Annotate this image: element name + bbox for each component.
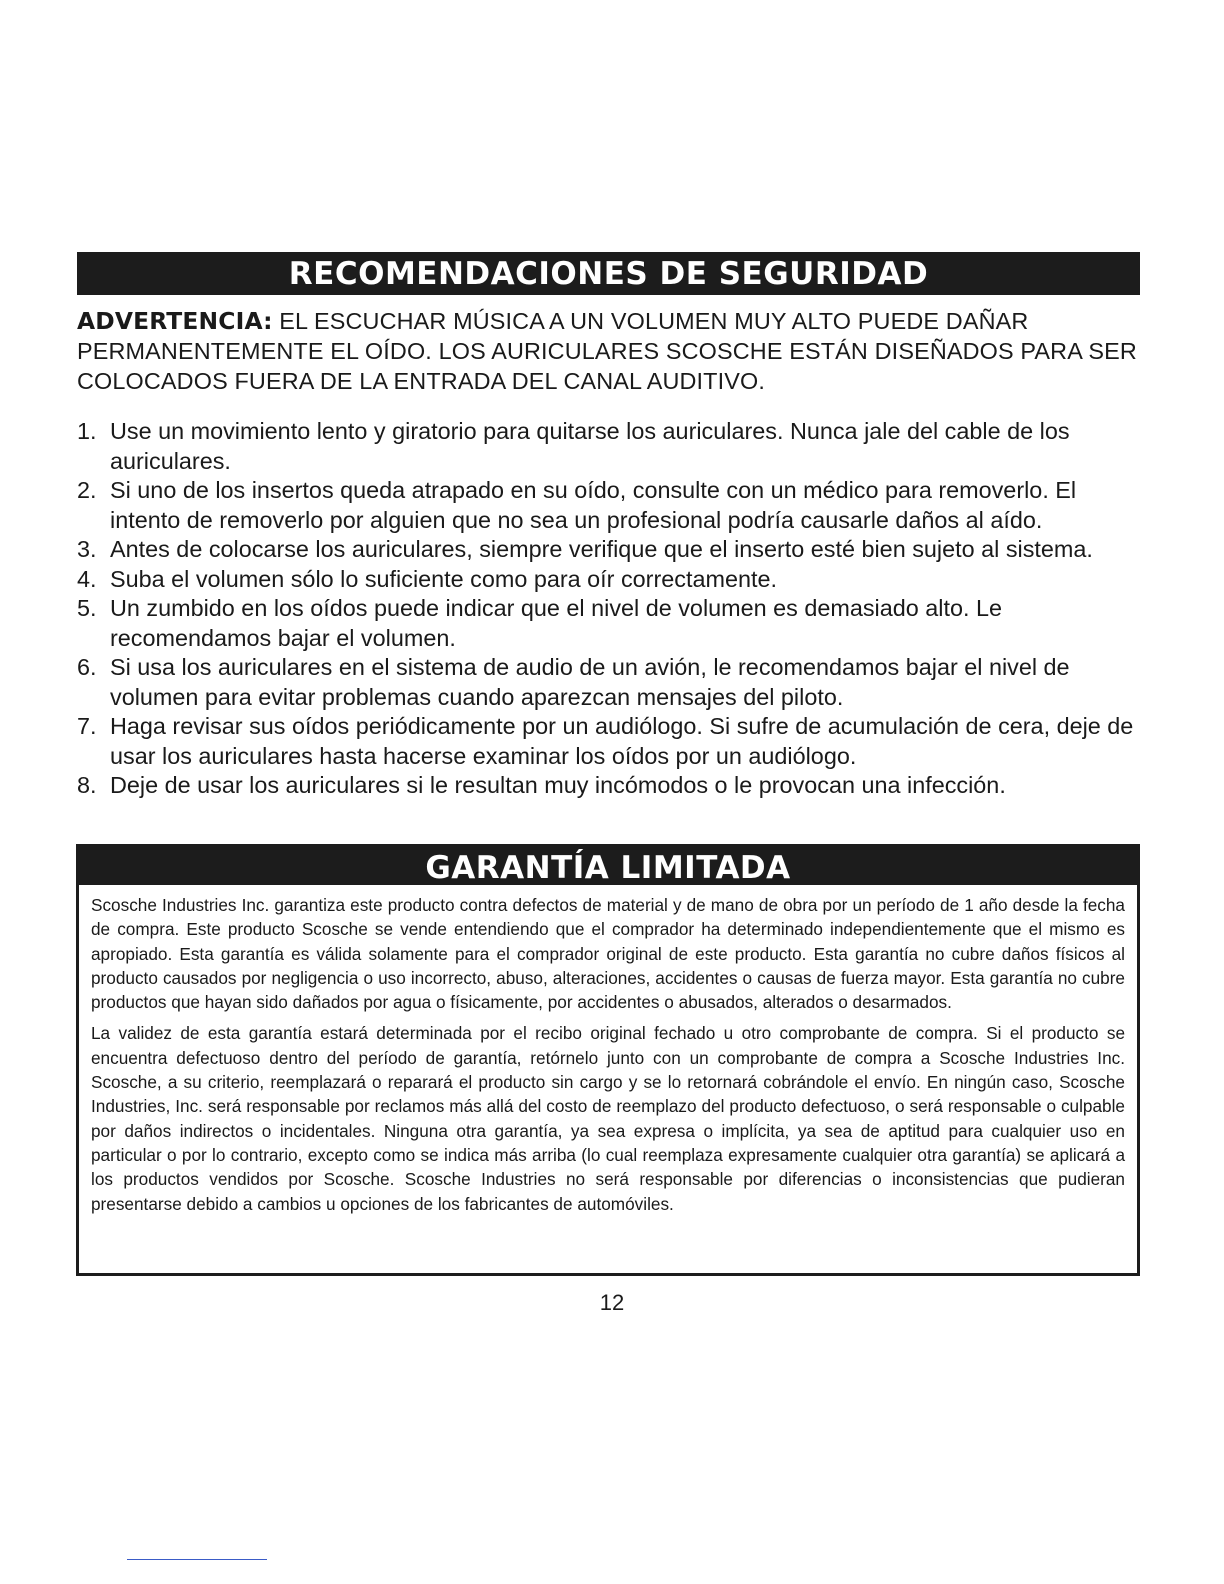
step-number: 2. xyxy=(77,477,97,503)
warning-text: EL ESCUCHAR MÚSICA A UN VOLUMEN MUY ALTO PUEDE DAÑAR PERMANENTEMENTE EL OÍDO. LOS AURICULARES SCOSCHE ESTÁN DISEÑADOS PARA SER COLOCADOS FUERA DE LA ENTRADA DEL CANAL AUDITIVO. xyxy=(77,308,1137,394)
step-number: 5. xyxy=(77,595,97,621)
safety-steps-list xyxy=(77,417,1147,801)
step-text: Haga revisar sus oídos periódicamente por un audiólogo. Si sufre de acumulación de cera, deje de usar los auriculares hasta hacerse examinar los oídos por un audiólogo. xyxy=(110,713,1134,769)
step-text: Antes de colocarse los auriculares, siempre verifique que el inserto esté bien sujeto al sistema. xyxy=(110,536,1093,562)
step-number: 4. xyxy=(77,565,97,592)
step-text: Use un movimiento lento y giratorio para quitarse los auriculares. Nunca jale del cable de los auriculares. xyxy=(110,418,1070,474)
safety-step-2 xyxy=(77,476,1147,535)
safety-step-3 xyxy=(77,535,1147,565)
step-number: 3. xyxy=(77,536,97,562)
safety-step-5 xyxy=(77,594,1147,653)
step-text: Si usa los auriculares en el sistema de audio de un avión, le recomendamos bajar el nivel de volumen para evitar problemas cuando aparezcan mensajes del piloto. xyxy=(110,654,1070,710)
safety-step-8 xyxy=(77,771,1147,801)
step-number: 6. xyxy=(77,654,97,680)
step-text: Suba el volumen sólo lo suficiente como para oír correctamente. xyxy=(110,565,777,592)
step-text: Un zumbido en los oídos puede indicar que el nivel de volumen es demasiado alto. Le recomendamos bajar el volumen. xyxy=(110,595,1003,651)
step-number: 8. xyxy=(77,772,97,798)
warranty-paragraph-2: La validez de esta garantía estará determinada por el recibo original fechado u otro comprobante de compra. Si el producto se encuentra defectuoso dentro del período de garantía, retórnelo junto con un comprobante de compra a Scosche Industries Inc. Scosche, a su criterio, reemplazará o reparará el producto sin cargo y se lo retornará cobrándole el envío. En ningún caso, Scosche Industries, Inc. será responsable por reclamos más allá del costo de reemplazo del producto defectuoso, o será responsable o culpable por daños indirectos o incidentales. Ninguna otra garantía, ya sea expresa o implícita, ya sea de aptitud para cualquier uso en particular o por lo contrario, excepto como se indica más arriba (lo cual reemplaza expresamente cualquier otra garantía) se aplicará a los productos vendidos por Scosche. Scosche Industries no será responsable por diferencias o inconsistencias que pudieran presentarse debido a cambios u opciones de los fabricantes de automóviles. xyxy=(91,1023,1125,1214)
warranty-body xyxy=(91,893,1125,1223)
safety-step-1 xyxy=(77,417,1147,476)
safety-section-title: RECOMENDACIONES DE SEGURIDAD xyxy=(77,252,1140,295)
warranty-box xyxy=(76,844,1140,1276)
warning-label: ADVERTENCIA: xyxy=(77,307,273,335)
bottom-rule xyxy=(127,1559,267,1560)
step-text: Si uno de los insertos queda atrapado en su oído, consulte con un médico para removerlo. El intento de removerlo por alguien que no sea un profesional podría causarle daños al aído. xyxy=(110,477,1077,533)
step-text: Deje de usar los auriculares si le resultan muy incómodos o le provocan una infección. xyxy=(110,772,1006,798)
step-number: 1. xyxy=(77,418,97,444)
safety-step-4 xyxy=(77,565,1147,595)
safety-step-7 xyxy=(77,712,1147,771)
warranty-paragraph-1: Scosche Industries Inc. garantiza este producto contra defectos de material y de mano de obra por un período de 1 año desde la fecha de compra. Este producto Scosche se vende entendiendo que el comprador ha determinado independientemente que el mismo es apropiado. Esta garantía es válida solamente para el comprador original de este producto. Esta garantía no cubre daños físicos al producto causados por negligencia o uso incorrecto, abuso, alteraciones, accidentes o causas de fuerza mayor. Esta garantía no cubre productos que hayan sido dañados por agua o físicamente, por accidentes o abusados, alterados o desarmados. xyxy=(91,895,1125,1013)
page-number: 12 xyxy=(599,1290,625,1315)
safety-warning xyxy=(77,306,1140,396)
warranty-section-title: GARANTÍA LIMITADA xyxy=(79,847,1137,885)
safety-step-6 xyxy=(77,653,1147,712)
step-number: 7. xyxy=(77,713,97,739)
